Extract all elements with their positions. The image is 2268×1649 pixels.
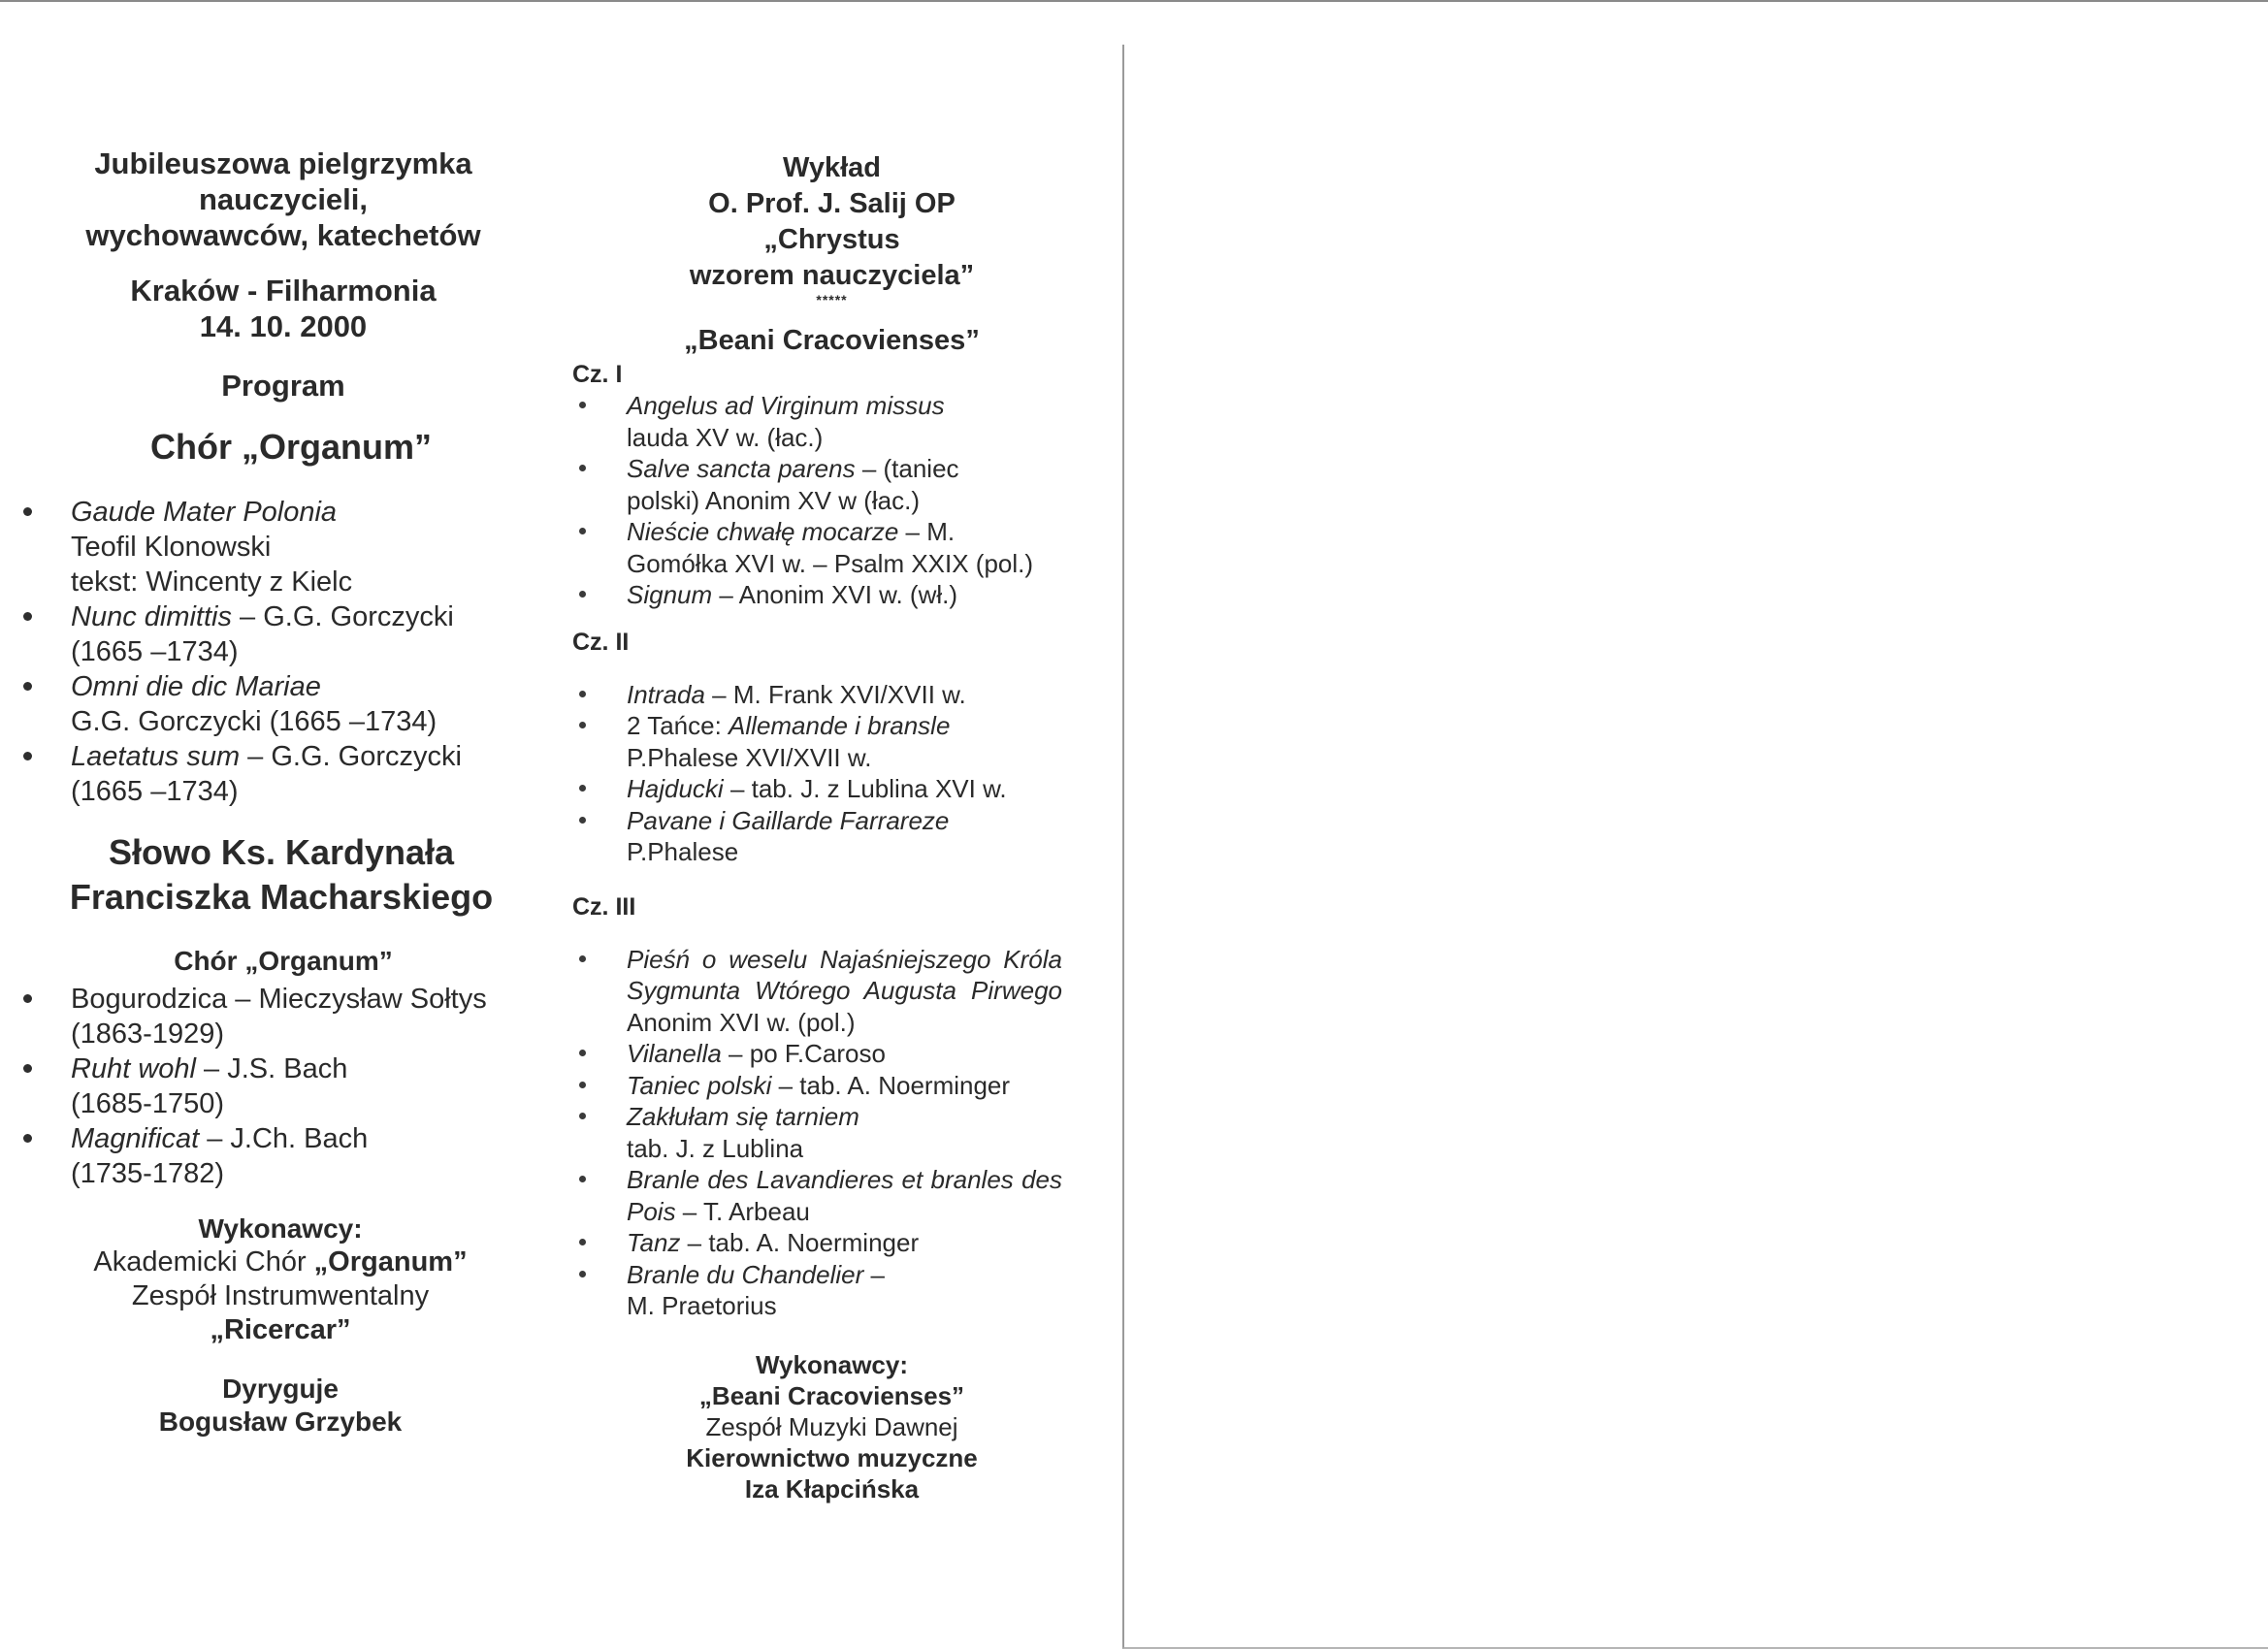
dates: (1665 –1734) <box>71 776 239 807</box>
list-item: Vilanella – po F.Caroso <box>572 1038 1062 1070</box>
conductor <box>27 1373 534 1439</box>
work-title: Nunc dimittis <box>71 601 232 632</box>
work-title: Allemande i bransle <box>729 711 951 740</box>
middle-column <box>572 150 1062 1504</box>
scan-edge-top <box>0 0 2268 2</box>
list-item: Bogurodzica – Mieczysław Sołtys (1863-1929) <box>10 982 534 1051</box>
conductor-name: Bogusław Grzybek <box>158 1406 403 1437</box>
work-title: Salve sancta parens <box>627 454 856 483</box>
work-title: Vilanella <box>627 1039 722 1068</box>
performers-label: Wykonawcy: <box>198 1213 363 1244</box>
work-title: Gaude Mater Polonia <box>71 497 338 528</box>
list-item: Hajducki – tab. J. z Lublina XVI w. <box>572 773 1062 805</box>
list-item: Pavane i Gaillarde Farrareze P.Phalese <box>572 805 1062 868</box>
ensemble-heading: „Beani Cracovienses” <box>684 325 980 356</box>
part-3-list <box>572 944 1062 1322</box>
list-item: 2 Tańce: Allemande i bransle P.Phalese XVI/XVII w. <box>572 710 1062 773</box>
choir-heading-2: Chór „Organum” <box>174 946 393 976</box>
list-item: Laetatus sum – G.G. Gorczycki (1665 –1734) <box>10 739 534 809</box>
list-item: Zakłułam się tarniem tab. J. z Lublina <box>572 1101 1062 1164</box>
work-title: Hajducki <box>627 774 724 803</box>
separator-stars: ***** <box>816 292 848 307</box>
list-item: Ruht wohl – J.S. Bach (1685-1750) <box>10 1051 534 1121</box>
work-title: Angelus ad Virginum missus <box>627 391 945 420</box>
part-1-label: Cz. I <box>572 361 623 388</box>
list-item: Tanz – tab. A. Noerminger <box>572 1227 1062 1259</box>
dates: (1685-1750) <box>71 1088 224 1119</box>
list-item: Branle du Chandelier – M. Praetorius <box>572 1259 1062 1322</box>
work-title: Tanz <box>627 1228 681 1257</box>
event-place <box>33 273 534 344</box>
work-title: Signum <box>627 580 713 609</box>
cardinal-line-2: Franciszka Macharskiego <box>69 877 494 917</box>
work-title: Zakłułam się tarniem <box>627 1102 859 1131</box>
work-title: Taniec polski <box>627 1070 772 1100</box>
lecture-title-2: wzorem nauczyciela” <box>689 260 975 291</box>
list-item <box>10 669 534 739</box>
lecture <box>601 150 1062 294</box>
performers-line-1: „Beani Cracovienses” <box>698 1380 965 1410</box>
performers-label: Wykonawcy: <box>755 1349 908 1379</box>
dates: (1665 –1734) <box>71 636 239 667</box>
list-item: Salve sancta parens – (taniec polski) Anonim XV w (łac.) <box>572 453 1062 516</box>
part-2-list <box>572 679 1062 868</box>
event-title-line-1: Jubileuszowa pielgrzymka <box>94 146 472 180</box>
date: 14. 10. 2000 <box>199 309 368 343</box>
cardinal-speech <box>29 830 534 920</box>
list-item: Nieście chwałę mocarze – M. Gomółka XVI w. – Psalm XXIX (pol.) <box>572 516 1062 579</box>
performers-line-2: Zespół Muzyki Dawnej <box>705 1411 958 1441</box>
choir-heading: Chór „Organum” <box>149 427 432 467</box>
lecturer: O. Prof. J. Salij OP <box>708 188 956 219</box>
performers-line-1: Akademicki Chór „Organum” <box>93 1246 468 1277</box>
part-1-list <box>572 390 1062 611</box>
composer: Teofil Klonowski <box>71 532 272 563</box>
list-item: Magnificat – J.Ch. Bach (1735-1782) <box>10 1121 534 1191</box>
composer: G.G. Gorczycki (1665 –1734) <box>71 706 437 737</box>
blank-right-page <box>1122 45 2268 1649</box>
conductor-label: Dyryguje <box>222 1374 339 1404</box>
program-label: Program <box>221 369 345 403</box>
work-title: Pavane i Gaillarde Farrareze <box>627 805 950 835</box>
left-column <box>10 146 534 1439</box>
list-item: Angelus ad Virginum missus lauda XV w. (łac.) <box>572 390 1062 453</box>
list-item: Intrada – M. Frank XVI/XVII w. <box>572 679 1062 711</box>
work-title: Branle des Lavandieres et branles des Pois <box>627 1165 1062 1226</box>
list-item: Pieśń o weselu Najaśniejszego Króla Sygmunta Wtórego Augusta Pirwego Anonim XVI w. (pol.) <box>572 944 1062 1039</box>
performers <box>27 1212 534 1347</box>
event-title-line-3: wychowawców, katechetów <box>85 218 481 252</box>
lyrics: tekst: Wincenty z Kielc <box>71 566 353 598</box>
dates: (1735-1782) <box>71 1158 224 1189</box>
list-item: Signum – Anonim XVI w. (wł.) <box>572 579 1062 611</box>
place: Kraków - Filharmonia <box>130 274 437 307</box>
list-item: Taniec polski – tab. A. Noerminger <box>572 1070 1062 1102</box>
director-name: Iza Kłapcińska <box>744 1473 920 1504</box>
list-item <box>10 495 534 599</box>
list-item: Nunc dimittis – G.G. Gorczycki (1665 –1734) <box>10 599 534 669</box>
work-title: Magnificat <box>71 1123 200 1154</box>
event-title <box>33 146 534 253</box>
work-title: Omni die dic Mariae <box>71 671 321 702</box>
choir-list <box>10 982 534 1191</box>
program-list <box>10 495 534 809</box>
dates: (1863-1929) <box>71 1018 224 1050</box>
event-title-line-2: nauczycieli, <box>198 182 369 216</box>
performers-line-3: „Ricercar” <box>210 1314 351 1345</box>
work-title: Nieście chwałę mocarze <box>627 517 899 546</box>
part-2-label: Cz. II <box>572 628 630 656</box>
work-title: Ruht wohl <box>71 1053 196 1084</box>
lecture-label: Wykład <box>782 152 881 183</box>
cardinal-line-1: Słowo Ks. Kardynała <box>108 832 455 872</box>
work-title: Branle du Chandelier <box>627 1259 864 1289</box>
work-title: Pieśń o weselu Najaśniejszego Króla Sygmunta Wtórego Augusta Pirwego <box>627 944 1062 1005</box>
direction-label: Kierownictwo muzyczne <box>686 1442 978 1472</box>
list-item: Branle des Lavandieres et branles des Pois – T. Arbeau <box>572 1164 1062 1227</box>
part-3-label: Cz. III <box>572 892 636 921</box>
work-title: Intrada <box>627 679 705 709</box>
work-title: Laetatus sum <box>71 741 241 772</box>
performers-2 <box>601 1349 1062 1504</box>
performers-line-2: Zespół Instrumwentalny <box>131 1280 430 1311</box>
lecture-title-1: „Chrystus <box>763 224 900 255</box>
